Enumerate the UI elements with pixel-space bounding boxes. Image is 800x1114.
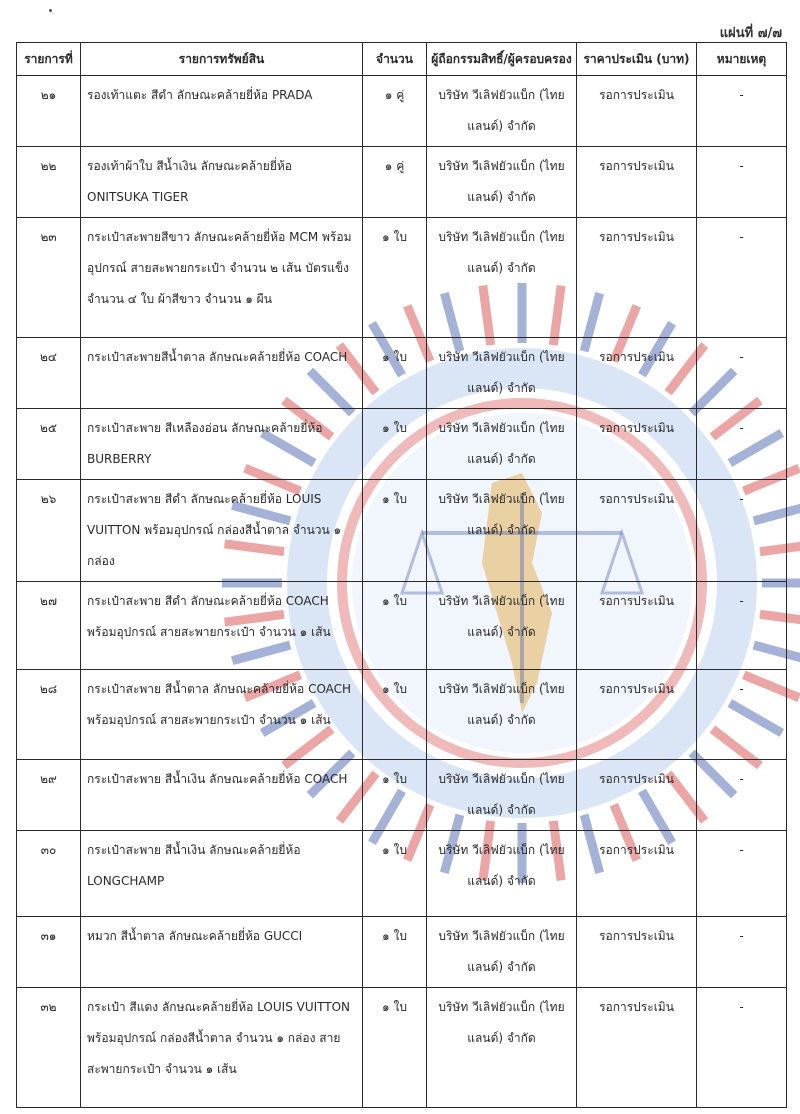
row-no: ๒๖ <box>17 480 81 582</box>
row-qty: ๑ ใบ <box>363 831 427 917</box>
row-qty: ๑ ใบ <box>363 338 427 409</box>
row-owner: บริษัท วีเลิฟยัวแบ็ก (ไทยแลนด์) จำกัด <box>427 409 577 480</box>
row-no: ๒๒ <box>17 147 81 218</box>
row-note: - <box>697 76 787 147</box>
row-owner: บริษัท วีเลิฟยัวแบ็ก (ไทยแลนด์) จำกัด <box>427 917 577 988</box>
col-header-price: ราคาประเมิน (บาท) <box>577 43 697 76</box>
row-qty: ๑ ใบ <box>363 480 427 582</box>
row-owner: บริษัท วีเลิฟยัวแบ็ก (ไทยแลนด์) จำกัด <box>427 670 577 760</box>
row-asset: กระเป๋าสะพาย สีดำ ลักษณะคล้ายยี่ห้อ LOUIS VUITTON พร้อมอุปกรณ์ กล่องสีน้ำตาล จำนวน ๑ กล่อง <box>81 480 363 582</box>
row-owner: บริษัท วีเลิฟยัวแบ็ก (ไทยแลนด์) จำกัด <box>427 480 577 582</box>
row-owner: บริษัท วีเลิฟยัวแบ็ก (ไทยแลนด์) จำกัด <box>427 338 577 409</box>
table-row <box>17 409 787 480</box>
row-asset: กระเป๋าสะพาย สีน้ำตาล ลักษณะคล้ายยี่ห้อ COACH พร้อมอุปกรณ์ สายสะพายกระเป๋า จำนวน ๑ เส้น <box>81 670 363 760</box>
row-price: รอการประเมิน <box>577 670 697 760</box>
row-note: - <box>697 409 787 480</box>
col-header-qty: จำนวน <box>363 43 427 76</box>
row-owner: บริษัท วีเลิฟยัวแบ็ก (ไทยแลนด์) จำกัด <box>427 147 577 218</box>
row-note: - <box>697 218 787 338</box>
row-no: ๒๓ <box>17 218 81 338</box>
row-qty: ๑ คู่ <box>363 76 427 147</box>
row-qty: ๑ ใบ <box>363 409 427 480</box>
table-row <box>17 147 787 218</box>
row-no: ๒๘ <box>17 670 81 760</box>
row-asset: กระเป๋าสะพายสีน้ำตาล ลักษณะคล้ายยี่ห้อ COACH <box>81 338 363 409</box>
row-note: - <box>697 338 787 409</box>
col-header-note: หมายเหตุ <box>697 43 787 76</box>
row-price: รอการประเมิน <box>577 218 697 338</box>
scan-dot <box>49 9 52 12</box>
row-no: ๒๑ <box>17 76 81 147</box>
row-qty: ๑ ใบ <box>363 988 427 1108</box>
table-row <box>17 831 787 917</box>
table-row <box>17 76 787 147</box>
row-price: รอการประเมิน <box>577 988 697 1108</box>
row-no: ๒๕ <box>17 409 81 480</box>
row-owner: บริษัท วีเลิฟยัวแบ็ก (ไทยแลนด์) จำกัด <box>427 831 577 917</box>
row-asset: กระเป๋าสะพาย สีเหลืองอ่อน ลักษณะคล้ายยี่ห้อ BURBERRY <box>81 409 363 480</box>
table-row <box>17 480 787 582</box>
row-note: - <box>697 917 787 988</box>
asset-table <box>16 42 787 1108</box>
table-header-row <box>17 43 787 76</box>
row-asset: หมวก สีน้ำตาล ลักษณะคล้ายยี่ห้อ GUCCI <box>81 917 363 988</box>
row-no: ๒๗ <box>17 582 81 670</box>
row-asset: กระเป๋าสะพายสีขาว ลักษณะคล้ายยี่ห้อ MCM พร้อมอุปกรณ์ สายสะพายกระเป๋า จำนวน ๒ เส้น บัตรแข็ง จำนวน ๔ ใบ ผ้าสีขาว จำนวน ๑ ผืน <box>81 218 363 338</box>
row-asset: กระเป๋า สีแดง ลักษณะคล้ายยี่ห้อ LOUIS VUITTON พร้อมอุปกรณ์ กล่องสีน้ำตาล จำนวน ๑ กล่อง สายสะพายกระเป๋า จำนวน ๑ เส้น <box>81 988 363 1108</box>
row-price: รอการประเมิน <box>577 582 697 670</box>
row-no: ๓๒ <box>17 988 81 1108</box>
row-note: - <box>697 147 787 218</box>
row-no: ๓๑ <box>17 917 81 988</box>
row-price: รอการประเมิน <box>577 831 697 917</box>
row-note: - <box>697 480 787 582</box>
table-row <box>17 338 787 409</box>
table-row <box>17 218 787 338</box>
row-qty: ๑ ใบ <box>363 760 427 831</box>
row-qty: ๑ ใบ <box>363 582 427 670</box>
row-qty: ๑ คู่ <box>363 147 427 218</box>
row-note: - <box>697 831 787 917</box>
table-row <box>17 582 787 670</box>
row-price: รอการประเมิน <box>577 76 697 147</box>
table-row <box>17 760 787 831</box>
row-owner: บริษัท วีเลิฟยัวแบ็ก (ไทยแลนด์) จำกัด <box>427 760 577 831</box>
page-number: แผ่นที่ ๗/๗ <box>719 26 782 41</box>
row-asset: รองเท้าผ้าใบ สีน้ำเงิน ลักษณะคล้ายยี่ห้อ ONITSUKA TIGER <box>81 147 363 218</box>
row-owner: บริษัท วีเลิฟยัวแบ็ก (ไทยแลนด์) จำกัด <box>427 988 577 1108</box>
row-qty: ๑ ใบ <box>363 917 427 988</box>
row-owner: บริษัท วีเลิฟยัวแบ็ก (ไทยแลนด์) จำกัด <box>427 218 577 338</box>
row-no: ๒๔ <box>17 338 81 409</box>
row-note: - <box>697 670 787 760</box>
row-asset: รองเท้าแตะ สีดำ ลักษณะคล้ายยี่ห้อ PRADA <box>81 76 363 147</box>
table-row <box>17 670 787 760</box>
row-note: - <box>697 582 787 670</box>
row-price: รอการประเมิน <box>577 480 697 582</box>
row-qty: ๑ ใบ <box>363 218 427 338</box>
col-header-no: รายการที่ <box>17 43 81 76</box>
col-header-asset: รายการทรัพย์สิน <box>81 43 363 76</box>
row-price: รอการประเมิน <box>577 147 697 218</box>
table-row <box>17 917 787 988</box>
row-price: รอการประเมิน <box>577 760 697 831</box>
row-note: - <box>697 988 787 1108</box>
row-price: รอการประเมิน <box>577 338 697 409</box>
row-no: ๒๙ <box>17 760 81 831</box>
row-asset: กระเป๋าสะพาย สีดำ ลักษณะคล้ายยี่ห้อ COACH พร้อมอุปกรณ์ สายสะพายกระเป๋า จำนวน ๑ เส้น <box>81 582 363 670</box>
row-price: รอการประเมิน <box>577 409 697 480</box>
row-asset: กระเป๋าสะพาย สีน้ำเงิน ลักษณะคล้ายยี่ห้อ LONGCHAMP <box>81 831 363 917</box>
col-header-owner: ผู้ถือกรรมสิทธิ์/ผู้ครอบครอง <box>427 43 577 76</box>
table-row <box>17 988 787 1108</box>
row-owner: บริษัท วีเลิฟยัวแบ็ก (ไทยแลนด์) จำกัด <box>427 76 577 147</box>
row-owner: บริษัท วีเลิฟยัวแบ็ก (ไทยแลนด์) จำกัด <box>427 582 577 670</box>
row-note: - <box>697 760 787 831</box>
row-asset: กระเป๋าสะพาย สีน้ำเงิน ลักษณะคล้ายยี่ห้อ COACH <box>81 760 363 831</box>
row-qty: ๑ ใบ <box>363 670 427 760</box>
row-no: ๓๐ <box>17 831 81 917</box>
row-price: รอการประเมิน <box>577 917 697 988</box>
